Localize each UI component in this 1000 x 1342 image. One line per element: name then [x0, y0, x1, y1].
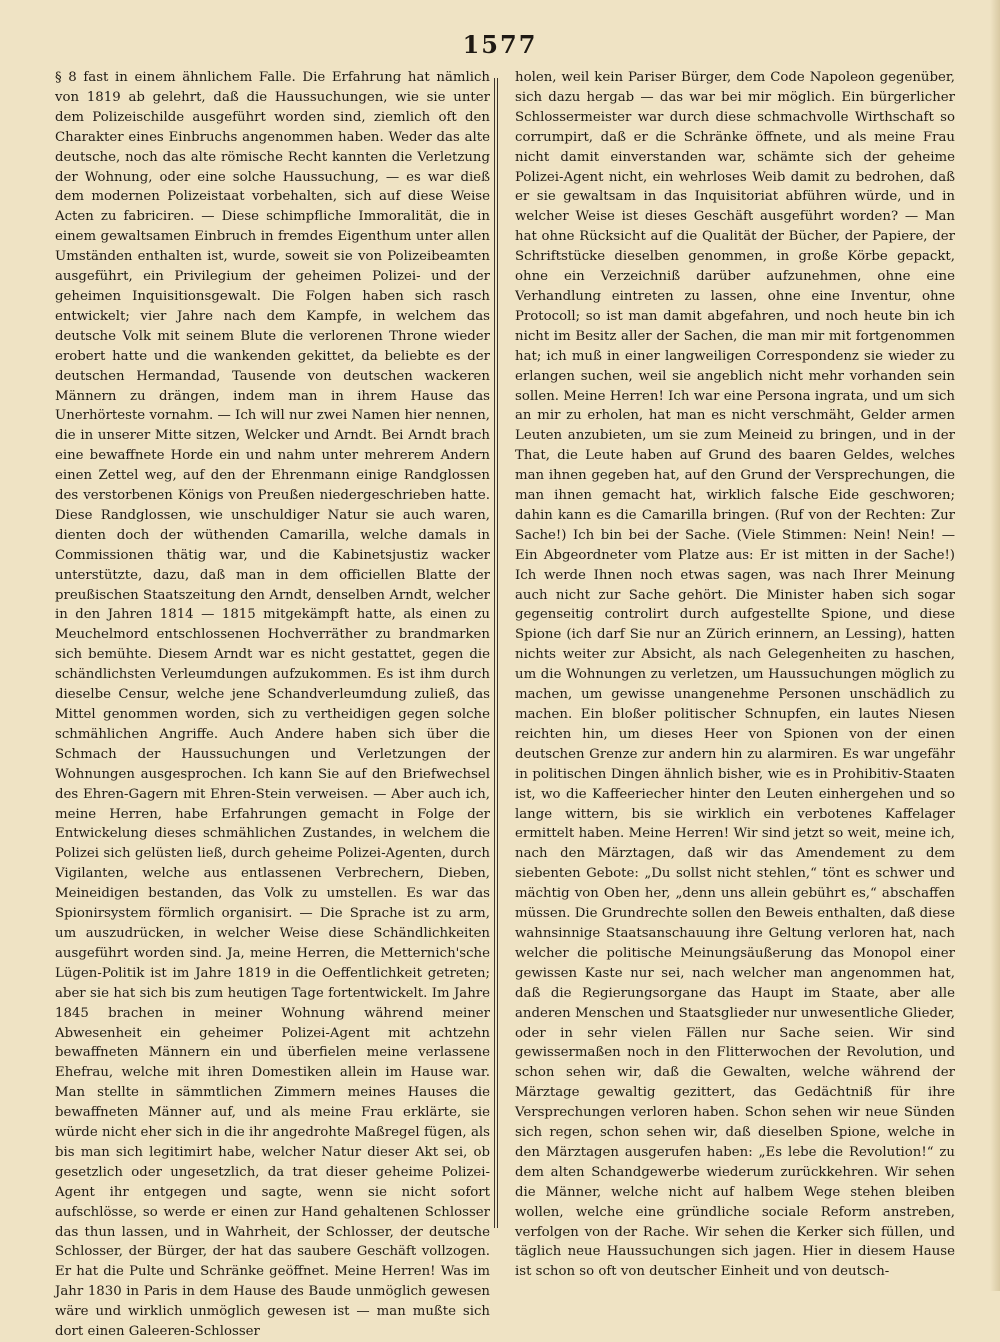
paragraph: holen, weil kein Pariser Bürger, dem Code Napoleon gegenüber, sich dazu hergab — das war bei mir möglich. Ein bürgerlicher Schlossermeister war durch diese schmachvolle Wirthschaft so corrumpirt, daß er die Schränke öffnete, und als meine Frau nicht damit einverstanden war, schämte sich der geheime Polizei-Agent nicht, ein wehrloses Weib damit zu bedrohen, daß er sie gewaltsam in das Inquisitoriat abführen würde, und in welcher Weise ist dieses Geschäft ausgeführt worden? — Man hat ohne Rücksicht auf die Qualität der Bücher, der Papiere, der Schriftstücke dieselben genommen, in große Körbe gepackt, ohne ein Verzeichniß darüber aufzunehmen, ohne eine Verhandlung eintreten zu lassen, ohne eine Inventur, ohne Protocoll; so ist man damit abgefahren, und noch heute bin ich nicht im Besitz aller der Sachen, die man mir mit fortgenommen hat; ich muß in einer langweiligen Correspondenz sie wieder zu erlangen suchen, weil sie angeblich nicht mehr vorhanden sein sollen. Meine Herren! Ich war eine Persona ingrata, und um sich an mir zu erholen, hat man es nicht verschmäht, Gelder armen Leuten anzubieten, um sie zum Meineid zu bringen, und in der That, die Leute haben auf Grund des baaren Geldes, welches man ihnen gegeben hat, auf den Grund der Versprechungen, die man ihnen gemacht hat, wirklich falsche Eide geschworen; dahin kann es die Camarilla bringen. (Ruf von der Rechten: Zur Sache!) Ich bin bei der Sache. (Viele Stimmen: Nein! Nein! — Ein Abgeordneter vom Platze aus: Er ist mitten in der Sache!) Ich werde Ihnen noch etwas sagen, was nach Ihrer Meinung auch nicht zur Sache gehört. Die Minister haben sich sogar gegenseitig controlirt durch aufgestellte Spione, und diese Spione (ich darf Sie nur an Zürich erinnern, an Lessing), hatten nichts weiter zur Absicht, als nach Gelegenheiten zu haschen, um die Wohnungen zu verletzen, um Haussuchungen möglich zu machen, um gewisse unangenehme Personen unschädlich zu machen. Ein bloßer politischer Schnupfen, ein lautes Niesen reichten hin, um dieses Heer von Spionen von der einen deutschen Grenze zur andern hin zu alarmiren. Es war ungefähr in politischen Dingen ähnlich bisher, wie es in Prohibitiv-Staaten ist, wo die Kaffeeriecher hinter den Leuten einhergehen und so lange wittern, bis sie wirklich ein verbotenes Kaffelager ermittelt haben. Meine Herren! Wir sind jetzt so weit, meine ich, nach den Märztagen, daß wir das Amendement zu dem siebenten Gebote: „Du sollst nicht stehlen,“ tönt es schwer und mächtig von Oben her, „denn uns allein gebührt es,“ abschaffen müssen. Die Grundrechte sollen den Beweis enthalten, daß diese wahnsinnige Staatsanschauung ihre Geltung verloren hat, nach welcher die politische Meinungsäußerung das Monopol einer gewissen Kaste nur sei, nach welcher man angenommen hat, daß die Regierungsorgane das Haupt im Staate, aber alle anderen Menschen und Staatsglieder nur unwesentliche Glieder, oder in sehr vielen Fällen nur Sache seien. Wir sind gewissermaßen noch in den Flitterwochen der Revolution, und schon sehen wir, daß die Gewalten, welche während der Märztage gewaltig gezittert, das Gedächtniß für ihre Versprechungen verloren haben. Schon sehen wir neue Sünden sich regen, schon sehen wir, daß dieselben Spione, welche in den Märztagen ausgerufen haben: „Es lebe die Revolution!“ zu dem alten Schandgewerbe wiederum zurückkehren. Wir sehen die Männer, welche nicht auf halbem Wege stehen bleiben wollen, welche eine gründliche sociale Reform anstreben, verfolgen von der Rache. Wir sehen die Kerker sich füllen, und täglich neue Haussuchungen sich jagen. Hier in diesem Hause ist schon so oft von deutscher Einheit und von deutsch-	[515, 70, 955, 1280]
column-divider	[494, 78, 498, 1228]
page-edge	[990, 0, 1000, 1291]
right-column	[515, 68, 955, 1280]
left-column	[55, 68, 490, 1340]
page-number: 1577	[462, 30, 538, 59]
paragraph: § 8 fast in einem ähnlichem Falle. Die Erfahrung hat nämlich von 1819 ab gelehrt, daß die Haussuchungen, wie sie unter dem Polizeischilde ausgeführt worden sind, ziemlich oft den Charakter eines Einbruchs angenommen haben. Weder das alte deutsche, noch das alte römische Recht kannten die Verletzung der Wohnung, oder eine solche Haussuchung, — es war dieß dem modernen Polizeistaat vorbehalten, sich auf diese Weise Acten zu fabriciren. — Diese schimpfliche Immoralität, die in einem gewaltsamen Einbruch in fremdes Eigenthum unter allen Umständen enthalten ist, wurde, soweit sie von Polizeibeamten ausgeführt, ein Privilegium der geheimen Polizei- und der geheimen Inquisitionsgewalt. Die Folgen haben sich rasch entwickelt; vier Jahre nach dem Kampfe, in welchem das deutsche Volk mit seinem Blute die verlorenen Throne wieder erobert hatte und die wankenden gekittet, da beliebte es der deutschen Hermandad, Tausende von deutschen wackeren Männern zu drängen, indem man in ihrem Hause das Unerhörteste vornahm. — Ich will nur zwei Namen hier nennen, die in unserer Mitte sitzen, Welcker und Arndt. Bei Arndt brach eine bewaffnete Horde ein und nahm unter mehrerem Andern einen Zettel weg, auf den der Ehrenmann einige Randglossen des verstorbenen Königs von Preußen niedergeschrieben hatte. Diese Randglossen, wie unschuldiger Natur sie auch waren, dienten doch der wüthenden Camarilla, welche damals in Commissionen thätig war, und die Kabinetsjustiz wacker unterstützte, dazu, daß man in dem officiellen Blatte der preußischen Staatszeitung den Arndt, denselben Arndt, welcher in den Jahren 1814 — 1815 mitgekämpft hatte, als einen zu Meuchelmord entschlossenen Hochverräther zu brandmarken sich bemühte. Diesem Arndt war es nicht gestattet, gegen die schändlichsten Verleumdungen aufzukommen. Es ist ihm durch dieselbe Censur, welche jene Schandverleumdung zuließ, das Mittel genommen worden, sich zu vertheidigen gegen solche schmählichen Angriffe. Auch Andere haben sich über die Schmach der Haussuchungen und Verletzungen der Wohnungen ausgesprochen. Ich kann Sie auf den Briefwechsel des Ehren-Gagern mit Ehren-Stein verweisen. — Aber auch ich, meine Herren, habe Erfahrungen gemacht in Folge der Entwickelung dieses schmählichen Zustandes, in welchem die Polizei sich gelüsten ließ, durch geheime Polizei-Agenten, durch Vigilanten, welche aus entlassenen Verbrechern, Dieben, Meineidigen bestanden, das Volk zu umstellen. Es war das Spionirsystem förmlich organisirt. — Die Sprache ist zu arm, um auszudrücken, in welcher Weise diese Schändlichkeiten ausgeführt worden sind. Ja, meine Herren, die Metternich'sche Lügen-Politik ist im Jahre 1819 in die Oeffentlichkeit getreten; aber sie hat sich bis zum heutigen Tage fortentwickelt. Im Jahre 1845 brachen in meiner Wohnung während meiner Abwesenheit ein geheimer Polizei-Agent mit achtzehn bewaffneten Männern ein und überfielen meine verlassene Ehefrau, welche mit ihren Domestiken allein im Hause war. Man stellte in sämmtlichen Zimmern meines Hauses die bewaffneten Männer auf, und als meine Frau erklärte, sie würde nicht eher sich in die ihr angedrohte Maßregel fügen, als bis man sich legitimirt habe, welcher Natur dieser Akt sei, ob gesetzlich oder ungesetzlich, da trat dieser geheime Polizei-Agent ihr entgegen und sagte, wenn sie nicht sofort aufschlösse, so werde er einen zur Hand gehaltenen Schlosser das thun lassen, und in Wahrheit, der Schlosser, der deutsche Schlosser, der Bürger, der hat das saubere Geschäft vollzogen. Er hat die Pulte und Schränke geöffnet. Meine Herren! Was im Jahr 1830 in Paris in dem Hause des Baude unmöglich gewesen wäre und wirklich unmöglich gewesen ist — man mußte sich dort einen Galeeren-Schlosser	[55, 70, 490, 1340]
